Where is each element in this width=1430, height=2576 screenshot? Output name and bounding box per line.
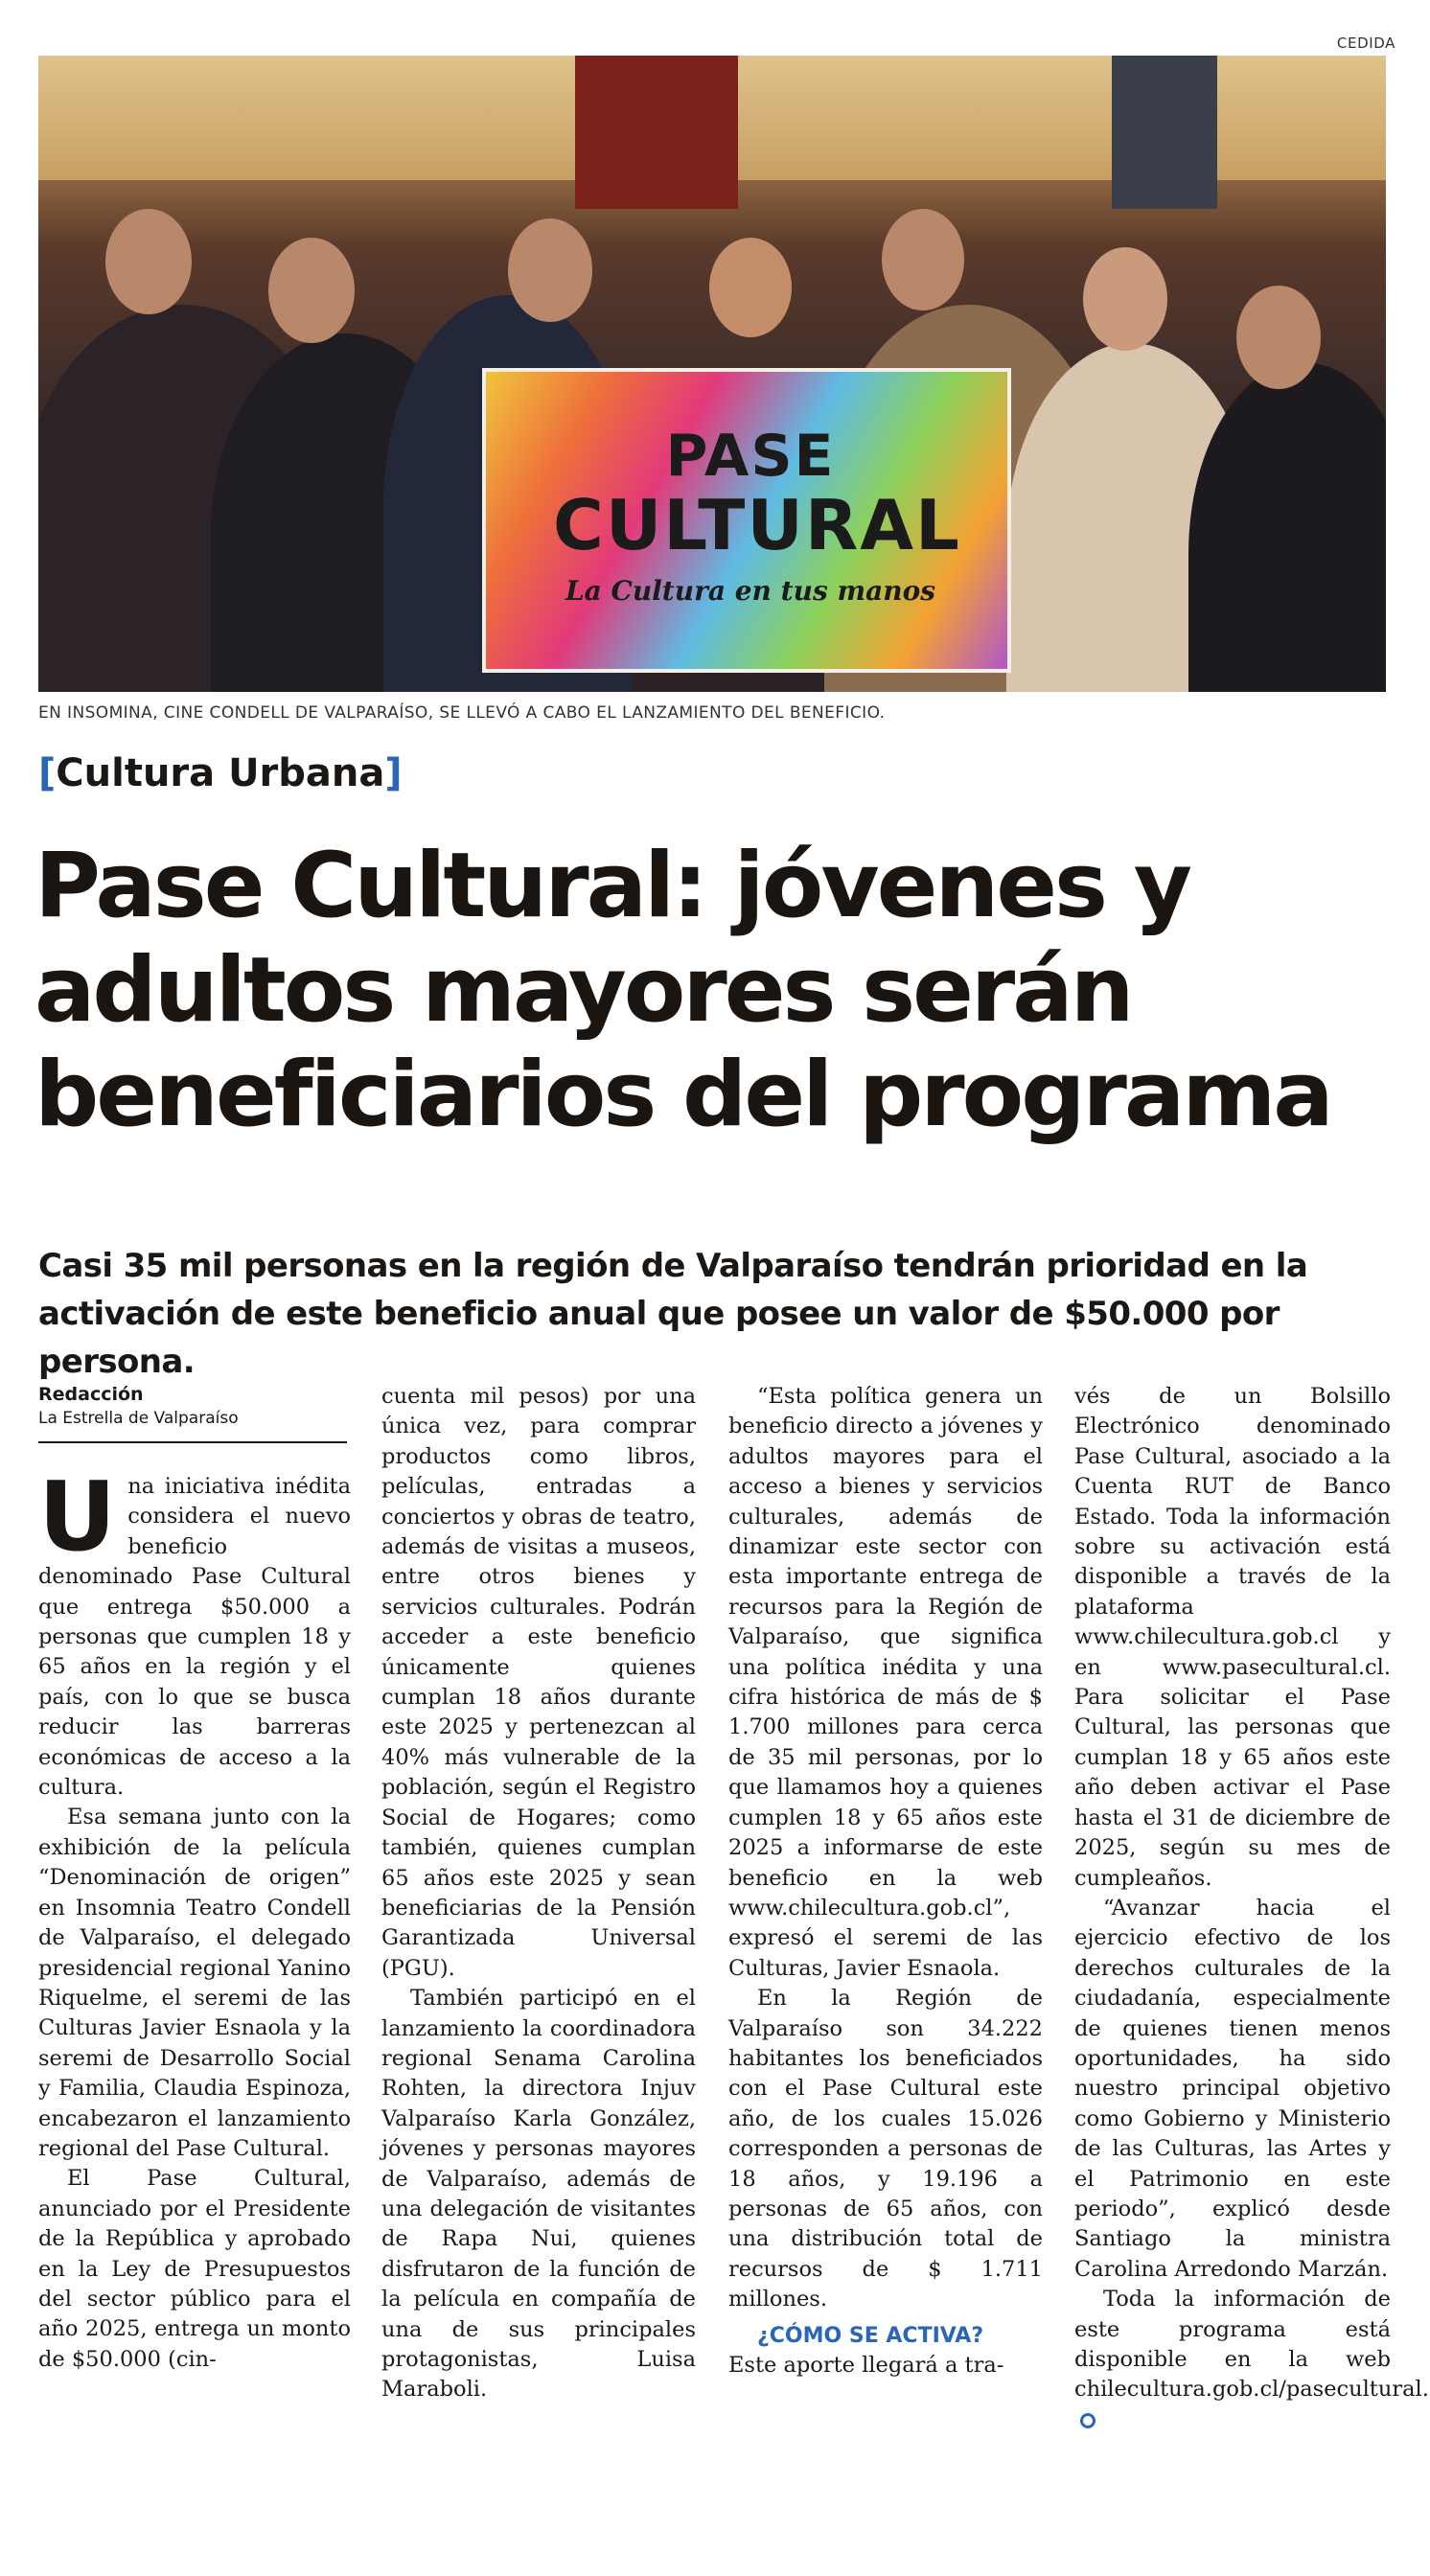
article-photo xyxy=(38,56,1386,692)
section-bracket-close: ] xyxy=(384,751,403,795)
photo-face xyxy=(1083,247,1167,351)
paragraph: También participó en el lanzamiento la coordinadora regional Senama Carolina Rohten, la directora Injuv Valparaíso Karla González, jóvenes y personas mayores de Valparaíso, además de una delegación de visitantes de Rapa Nui, quienes disfrutaron de la función de la película en compañía de una de sus principales protagonistas, Luisa Maraboli. xyxy=(381,1986,696,2403)
headline: Pase Cultural: jóvenes y adultos mayores serán beneficiarios del programa xyxy=(35,834,1331,1147)
photo-face xyxy=(268,238,355,343)
photo-face xyxy=(882,209,964,310)
paragraph-text: Toda la información de este programa está disponible en la web chilecultura.gob.cl/pasecultural. xyxy=(1074,2287,1429,2403)
article-column-4 xyxy=(1074,1382,1429,2435)
sign-line-1: PASE xyxy=(665,423,836,490)
paragraph: cuenta mil pesos) por una única vez, para comprar productos como libros, películas, entradas a conciertos y obras de teatro, además de visitas a museos, entre otros bienes y servicios culturales. Podrán acceder a este beneficio únicamente quienes cumplan 18 años durante este 2025 y pertenezcan al 40% más vulnerable de la población, según el Registro Social de Hogares; como también, quienes cumplan 65 años este 2025 y sean beneficiarias de la Pensión Garantizada Universal (PGU). xyxy=(381,1384,696,1981)
article-column-2 xyxy=(381,1382,696,2405)
photo-curtain xyxy=(575,56,738,209)
photo-credit: CEDIDA xyxy=(1336,34,1395,52)
photo-face xyxy=(105,209,192,314)
photo-caption: EN INSOMINA, CINE CONDELL DE VALPARAÍSO, SE LLEVÓ A CABO EL LANZAMIENTO DEL BENEFICIO. xyxy=(38,703,886,723)
paragraph: “Avanzar hacia el ejercicio efectivo de los derechos culturales de la ciudadanía, especialmente de quienes tienen menos oportunidades, ha sido nuestro principal objetivo como Gobierno y Ministerio de las Culturas, las Artes y el Patrimonio en este periodo”, explicó desde Santiago la ministra Carolina Arredondo Marzán. xyxy=(1074,1895,1391,2282)
section-label: Cultura Urbana xyxy=(56,751,385,795)
deck: Casi 35 mil personas en la región de Valparaíso tendrán prioridad en la activación de este beneficio anual que posee un valor de $50.000 por persona. xyxy=(38,1247,1308,1381)
photo-screen xyxy=(1112,56,1217,209)
paragraph: Esa semana junto con la exhibición de la película “Denominación de origen” en Insomnia Teatro Condell de Valparaíso, el delegado presidencial regional Yanino Riquelme, el seremi de las Culturas Javier Esnaola y la seremi de Desarrollo Social y Familia, Claudia Espinoza, encabezaron el lanzamiento regional del Pase Cultural. xyxy=(38,1805,351,2161)
section-bracket-open: [ xyxy=(38,751,57,795)
photo-face xyxy=(709,238,792,337)
paragraph: El Pase Cultural, anunciado por el Presidente de la República y aprobado en la Ley de Presupuestos del sector público para el año 2025, entrega un monto de $50.000 (cin- xyxy=(38,2166,351,2372)
drop-cap: U xyxy=(38,1460,117,1573)
paragraph xyxy=(38,1460,351,1803)
sign-text-panel xyxy=(553,420,961,621)
paragraph: “Esta política genera un beneficio directo a jóvenes y adultos mayores para el acceso a bienes y servicios culturales, además de dinamizar este sector con esta importante entrega de recursos para la Región de Valparaíso, que significa una política inédita y una cifra histórica de más de $ 1.700 millones para cerca de 35 mil personas, por lo que llamamos hoy a quienes cumplen 18 y 65 años este 2025 a informarse de este beneficio en la web www.chilecultura.gob.cl”, expresó el seremi de las Culturas, Javier Esnaola. xyxy=(728,1384,1043,1981)
photo-face xyxy=(508,218,592,322)
paragraph: Este aporte llegará a tra- xyxy=(728,2353,1004,2378)
paragraph xyxy=(1074,2285,1429,2435)
photo-face xyxy=(1236,286,1321,389)
section-tag xyxy=(38,751,403,795)
paragraph-text: na iniciativa inédita considera el nuevo beneficio denominado Pase Cultural que entrega $50.000 a personas que cumplen 18 y 65 años en la región y el país, con lo que se busca reducir las barreras económicas de acceso a la cultura. xyxy=(38,1474,351,1801)
paragraph: vés de un Bolsillo Electrónico denominado Pase Cultural, asociado a la Cuenta RUT de Banco Estado. Toda la información sobre su activación está disponible a través de la plataforma www.chilecultura.gob.cl y en www.pasecultural.cl. Para solicitar el Pase Cultural, las personas que cumplan 18 y 65 años este año deben activar el Pase hasta el 31 de diciembre de 2025, según su mes de cumpleaños. xyxy=(1074,1384,1391,1891)
sign-tagline: La Cultura en tus manos xyxy=(565,575,936,607)
subheading: ¿CÓMO SE ACTIVA? xyxy=(757,2323,984,2348)
byline-publication: La Estrella de Valparaíso xyxy=(38,1409,239,1428)
pase-cultural-sign xyxy=(482,368,1011,673)
byline-divider xyxy=(38,1441,347,1443)
byline-author: Redacción xyxy=(38,1384,144,1405)
article-column-3 xyxy=(728,1382,1043,2380)
article-column-1 xyxy=(38,1382,351,2375)
paragraph: En la Región de Valparaíso son 34.222 habitantes los beneficiados con el Pase Cultural este año, de los cuales 15.026 corresponden a personas de 18 años, y 19.196 a personas de 65 años, con una distribución total de recursos de $ 1.711 millones. xyxy=(728,1986,1043,2312)
sign-line-2: CULTURAL xyxy=(553,485,961,565)
end-of-article-icon xyxy=(1080,2413,1096,2428)
